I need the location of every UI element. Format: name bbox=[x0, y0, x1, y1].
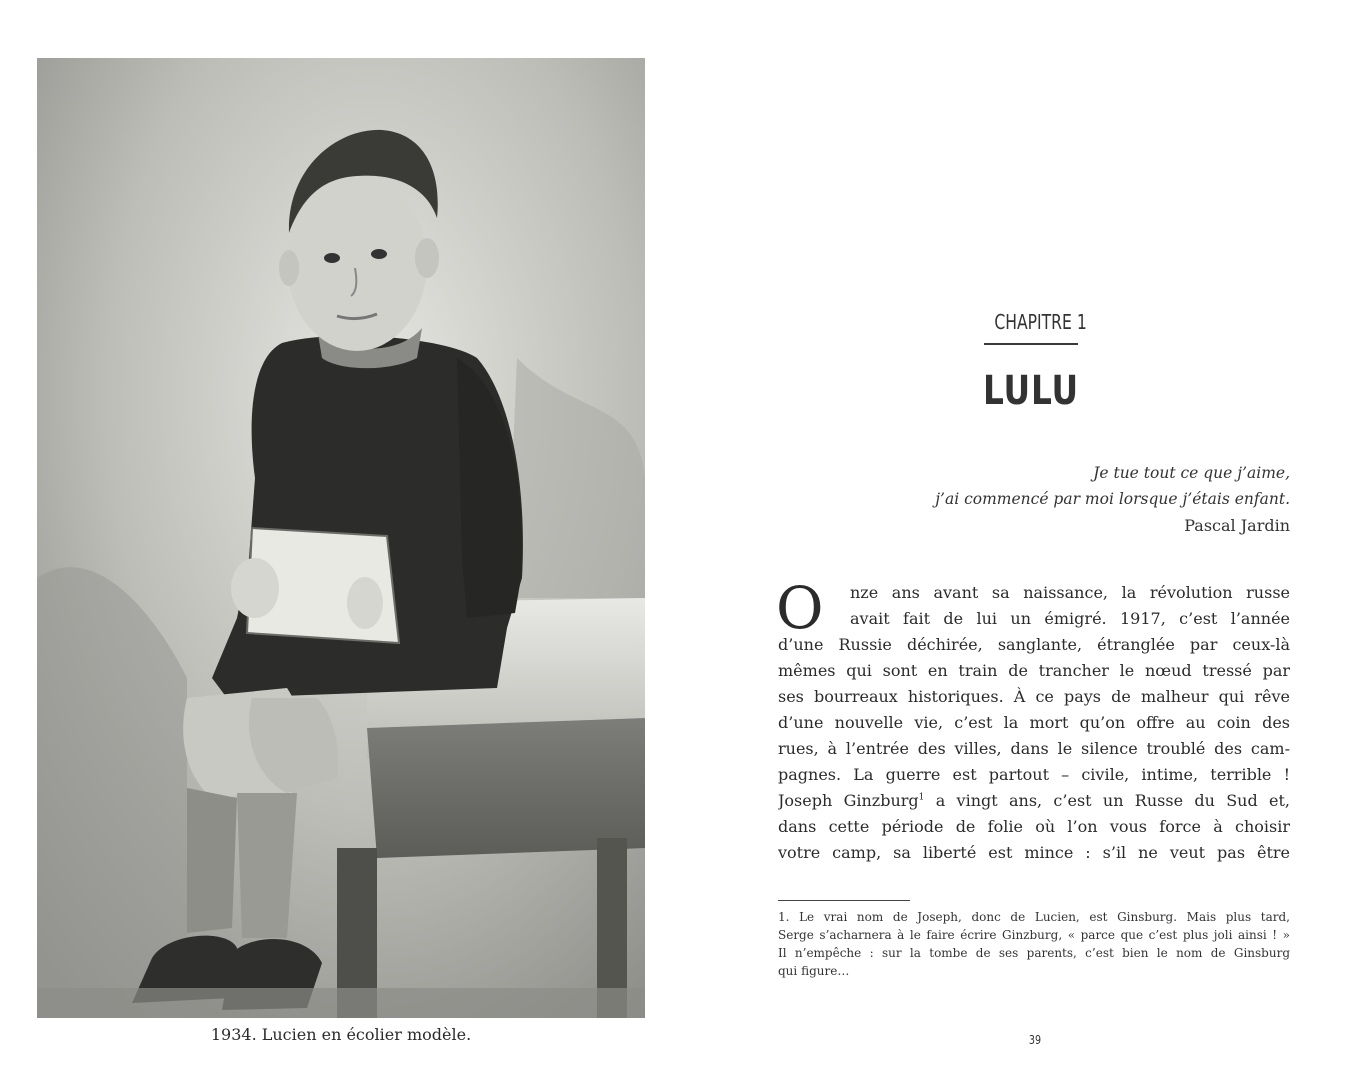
chapter-label: CHAPITRE 1 bbox=[994, 310, 1087, 334]
body-line: pagnes. La guerre est partout – civile, intime, terrible ! bbox=[778, 765, 1290, 784]
epigraph-line: j’ai commencé par moi lorsque j’étais enfant. bbox=[935, 490, 1290, 508]
chapter-title: LULU bbox=[982, 368, 1080, 414]
drop-cap: O bbox=[776, 574, 824, 642]
body-line-rest: a vingt ans, c’est un Russe du Sud et, bbox=[935, 791, 1290, 810]
body-line: ses bourreaux historiques. À ce pays de malheur qui rêve bbox=[778, 687, 1290, 706]
chapter-body bbox=[776, 574, 1290, 866]
footnote-line: 1. Le vrai nom de Joseph, donc de Lucien, est Ginsburg. Mais plus tard, bbox=[778, 910, 1290, 924]
photo-illustration bbox=[37, 58, 645, 1018]
epigraph-line: Je tue tout ce que j’aime, bbox=[1093, 464, 1290, 482]
body-line: avait fait de lui un émigré. 1917, c’est l’année bbox=[850, 609, 1290, 628]
footnote bbox=[778, 908, 1290, 980]
body-line: d’une Russie déchirée, sanglante, étranglée par ceux-là bbox=[778, 635, 1290, 654]
epigraph-author: Pascal Jardin bbox=[1184, 516, 1290, 535]
footnote-line: qui figure… bbox=[778, 964, 850, 978]
body-line: dans cette période de folie où l’on vous force à choisir bbox=[778, 817, 1290, 836]
footnote-ref-name: Joseph Ginzburg bbox=[778, 791, 919, 810]
body-line: votre camp, sa liberté est mince : s’il ne veut pas être bbox=[778, 843, 1290, 862]
footnote-line: Il n’empêche : sur la tombe de ses parents, c’est bien le nom de Ginsburg bbox=[778, 946, 1290, 960]
footnote-rule bbox=[778, 900, 910, 901]
photograph-boy-on-bench bbox=[37, 58, 645, 1018]
page-number: 39 bbox=[1028, 1033, 1042, 1047]
body-line-with-footnote bbox=[778, 788, 1290, 814]
body-line: nze ans avant sa naissance, la révolution russe bbox=[850, 583, 1290, 602]
body-line: mêmes qui sont en train de trancher le nœud tressé par bbox=[778, 661, 1290, 680]
chapter-rule bbox=[984, 343, 1078, 345]
photo-caption: 1934. Lucien en écolier modèle. bbox=[210, 1025, 472, 1044]
footnote-line: Serge s’acharnera à le faire écrire Ginzburg, « parce que c’est plus joli ainsi ! » bbox=[778, 928, 1290, 942]
footnote-ref-mark: 1 bbox=[918, 792, 925, 803]
body-line: rues, à l’entrée des villes, dans le silence troublé des cam- bbox=[778, 739, 1290, 758]
body-line: d’une nouvelle vie, c’est la mort qu’on offre au coin des bbox=[778, 713, 1290, 732]
epigraph bbox=[770, 460, 1290, 540]
